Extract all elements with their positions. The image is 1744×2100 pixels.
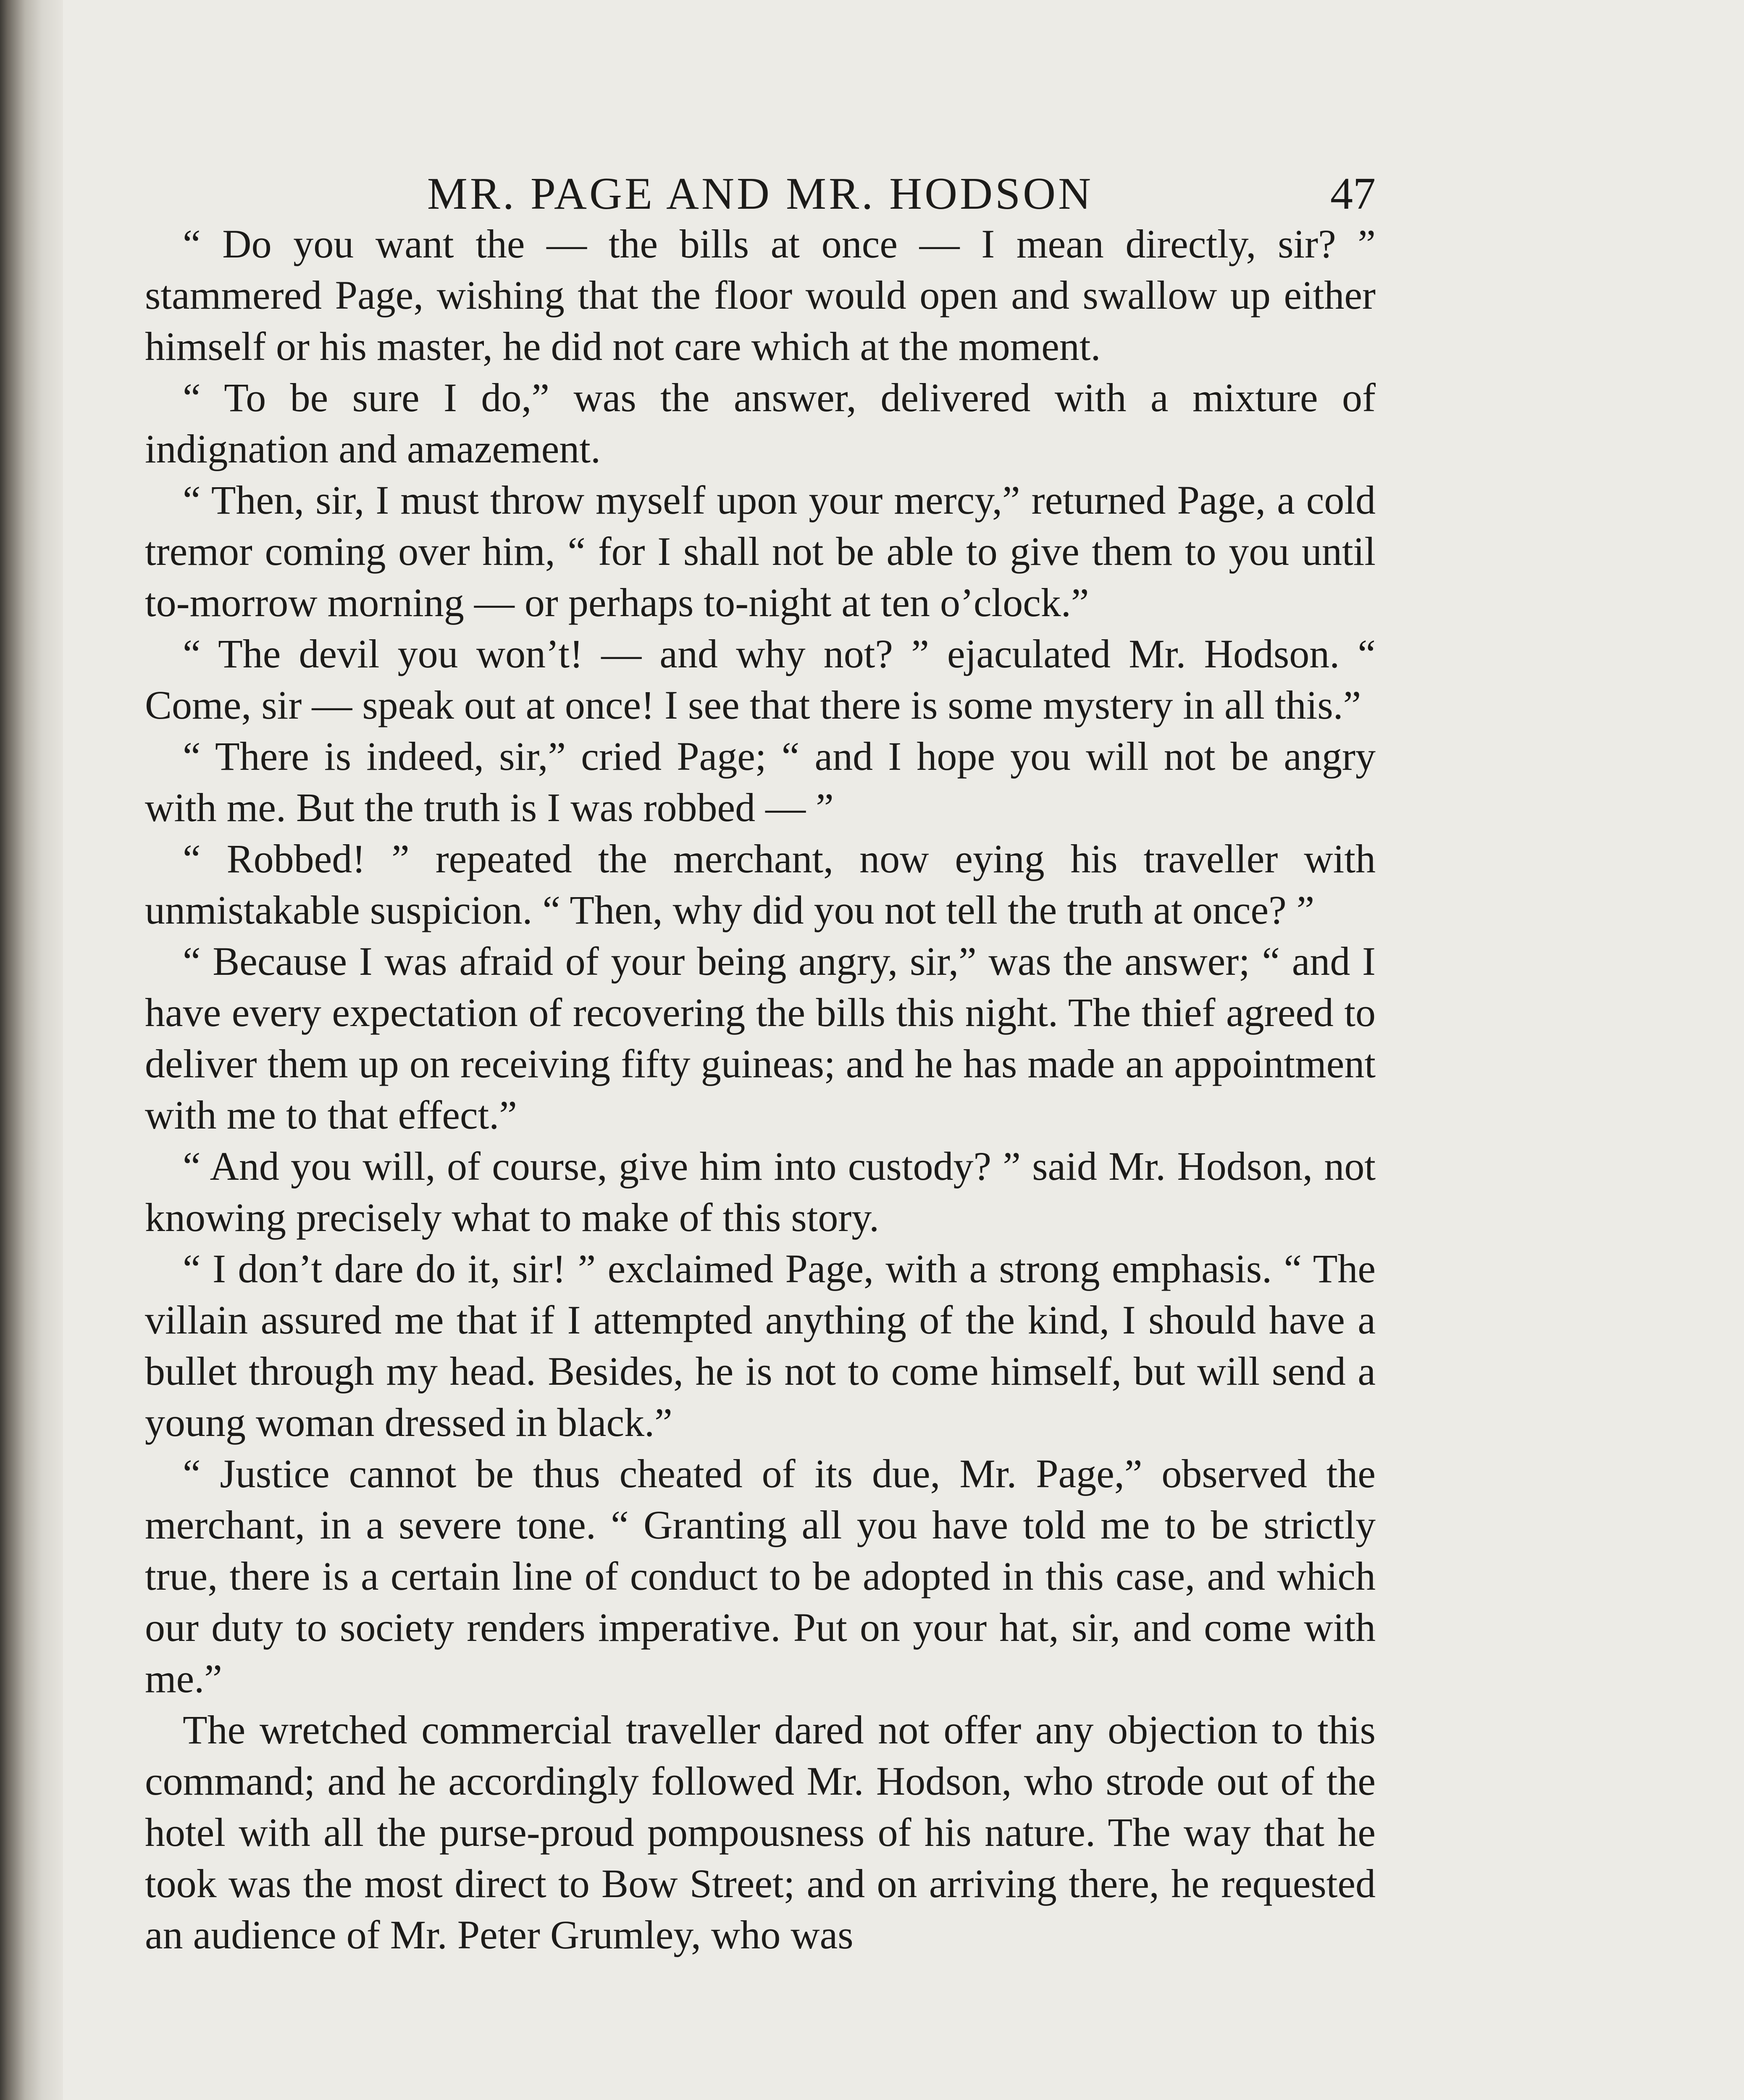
paragraph: “ The devil you won’t! — and why not? ” ejaculated Mr. Hodson. “ Come, sir — speak out at once! I see that there is some mystery in all this.” bbox=[145, 631, 1376, 727]
paragraph: “ And you will, of course, give him into custody? ” said Mr. Hodson, not knowing precisely what to make of this story. bbox=[145, 1144, 1376, 1240]
paragraph: “ Robbed! ” repeated the merchant, now eying his traveller with unmistakable suspicion. “ Then, why did you not tell the truth at once? ” bbox=[145, 836, 1376, 932]
body-text bbox=[145, 218, 1376, 1961]
book-page bbox=[145, 151, 1376, 1961]
page-header bbox=[145, 151, 1376, 218]
paragraph: “ Because I was afraid of your being angry, sir,” was the answer; “ and I have every expectation of recovering the bills this night. The thief agreed to deliver them up on receiving fifty guineas; and he has made an appointment with me to that effect.” bbox=[145, 939, 1376, 1137]
running-head: MR. PAGE AND MR. HODSON bbox=[427, 169, 1094, 219]
paragraph: The wretched commercial traveller dared not offer any objection to this command; and he accordingly followed Mr. Hodson, who strode out of the hotel with all the purse-proud pompousness of his nature. The way that he took was the most direct to Bow Street; and on arriving there, he requested an audience of Mr. Peter Grumley, who was bbox=[145, 1707, 1376, 1957]
paragraph: “ Do you want the — the bills at once — I mean directly, sir? ” stammered Page, wishing that the floor would open and swallow up either himself or his master, he did not care which at the moment. bbox=[145, 221, 1376, 369]
paragraph: “ To be sure I do,” was the answer, delivered with a mixture of indignation and amazement. bbox=[145, 375, 1376, 471]
paragraph: “ There is indeed, sir,” cried Page; “ and I hope you will not be angry with me. But the truth is I was robbed — ” bbox=[145, 734, 1376, 830]
paragraph: “ Then, sir, I must throw myself upon your mercy,” returned Page, a cold tremor coming over him, “ for I shall not be able to give them to you until to-morrow morning — or perhaps to-night at ten o’clock.” bbox=[145, 478, 1376, 625]
page-number: 47 bbox=[1330, 169, 1376, 219]
paragraph: “ Justice cannot be thus cheated of its due, Mr. Page,” observed the merchant, in a severe tone. “ Granting all you have told me to be strictly true, there is a certain line of conduct to be adopted in this case, and which our duty to society renders imperative. Put on your hat, sir, and come with me.” bbox=[145, 1451, 1376, 1701]
paragraph: “ I don’t dare do it, sir! ” exclaimed Page, with a strong emphasis. “ The villain assured me that if I attempted anything of the kind, I should have a bullet through my head. Besides, he is not to come himself, but will send a young woman dressed in black.” bbox=[145, 1246, 1376, 1445]
book-binding-gutter bbox=[0, 0, 63, 2100]
